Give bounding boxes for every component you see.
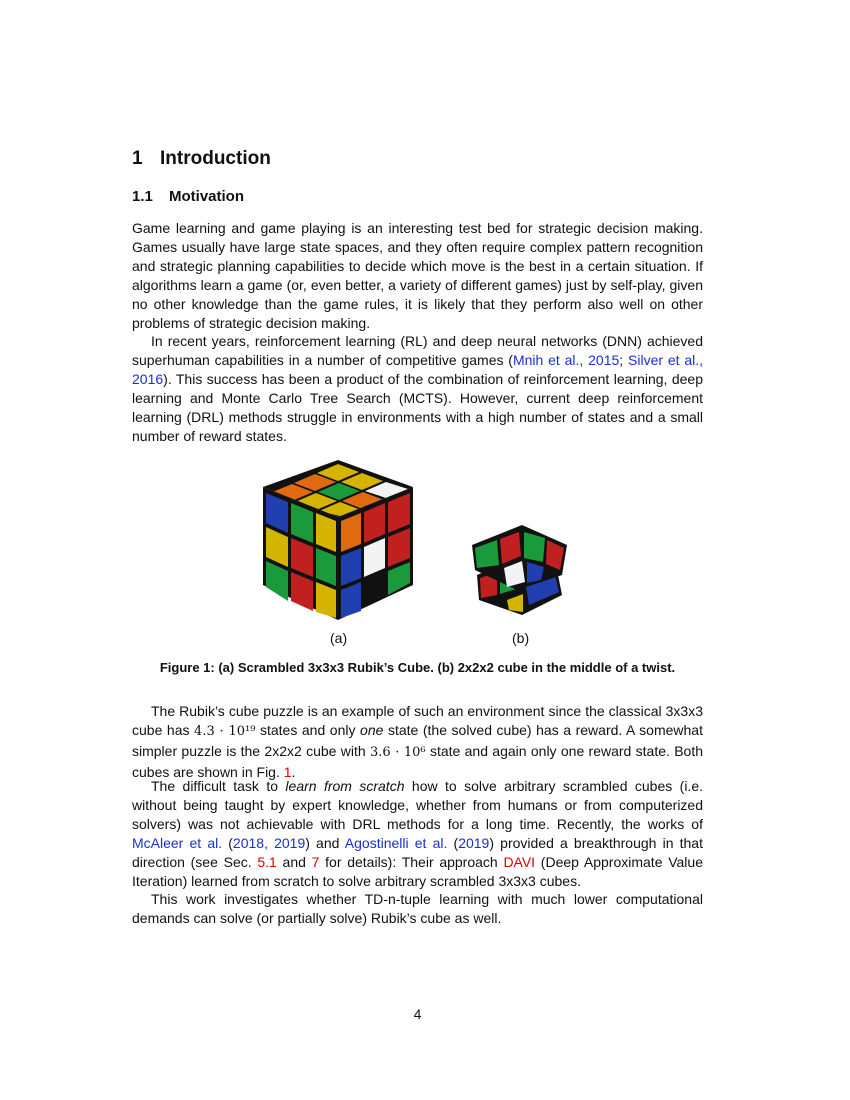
- figure-ref-1[interactable]: 1: [283, 763, 292, 780]
- text: (: [447, 834, 459, 851]
- citation-silver-2016[interactable]: Silver et al., 2016: [132, 351, 704, 387]
- subsection-number: 1.1: [132, 188, 153, 205]
- subsection-title: Motivation: [169, 188, 244, 205]
- paragraph-4: [132, 777, 703, 890]
- text: states and only: [255, 721, 361, 738]
- text: ) provided a breakthrough in that direction (see Sec.: [132, 834, 703, 870]
- emphasis-learn-from-scratch: learn from scratch: [285, 778, 405, 794]
- citation-mnih-2015[interactable]: Mnih et al., 2015: [512, 351, 620, 368]
- citation-mcaleer[interactable]: McAleer et al.: [132, 834, 223, 851]
- section-ref-7[interactable]: 7: [311, 853, 320, 870]
- paragraph-3: [132, 702, 703, 782]
- citation-agostinelli-year[interactable]: 2019: [458, 834, 490, 851]
- text: how to solve arbitrary scrambled cubes (i.e. without being taught by expert knowledge, whether from humans or from computerized solvers) was not achievable with DRL methods for a long time. Recently, the works of: [132, 778, 703, 832]
- text: (: [222, 834, 233, 851]
- page-number: 4: [413, 1006, 422, 1022]
- rubiks-cube-3x3x3-image: [258, 455, 418, 625]
- text: ) and: [305, 834, 345, 851]
- text: state and again only one reward state. Both cubes are shown in Fig.: [132, 742, 704, 780]
- subsection-heading: [132, 188, 244, 205]
- math-state-count-2x2: 3.6 · 10⁶: [369, 744, 426, 760]
- text: ). This success has been a product of the combination of reinforcement learning, deep learning and Monte Carlo Tree Search (MCTS). However, current deep reinforcement learning (DRL) methods struggle in environments with a high number of states and a small number of reward states.: [132, 370, 703, 444]
- section-heading: [132, 148, 271, 170]
- figure-1: [132, 455, 703, 675]
- section-title: Introduction: [160, 148, 271, 169]
- text: ;: [619, 351, 629, 368]
- text: In recent years, reinforcement learning (RL) and deep neural networks (DNN) achieved superhuman capabilities in a number of competitive games (: [132, 333, 703, 368]
- text: and: [276, 853, 312, 870]
- paragraph-2: [132, 332, 703, 445]
- text: for details): Their approach: [319, 853, 504, 870]
- text: The difficult task to: [151, 778, 286, 794]
- text: state (the solved cube) has a reward. A somewhat simpler puzzle is the 2x2x2 cube with: [132, 721, 703, 759]
- citation-agostinelli[interactable]: Agostinelli et al.: [344, 834, 448, 851]
- subfigure-label-b: (b): [512, 630, 530, 646]
- section-ref-5-1[interactable]: 5.1: [257, 853, 277, 870]
- text: (Deep Approximate Value Iteration) learned from scratch to solve arbitrary scrambled 3x3x3 cubes.: [132, 853, 703, 889]
- figure-caption: Figure 1: (a) Scrambled 3x3x3 Rubik’s Cube. (b) 2x2x2 cube in the middle of a twist.: [159, 660, 676, 675]
- text: .: [291, 763, 296, 780]
- paragraph-5: This work investigates whether TD-n-tuple learning with much lower computational demands can solve (or partially solve) Rubik’s cube as well.: [132, 891, 703, 926]
- math-state-count-3x3: 4.3 · 10¹⁹: [194, 723, 256, 739]
- paragraph-1: Game learning and game playing is an interesting test bed for strategic decision making. Games usually have large state spaces, and they often require complex pattern recognition and strategic planning capabilities to decide which move is the best in a certain situation. If algorithms learn a game (or, even better, a variety of different games) just by self-play, given no other knowledge than the game rules, it is likely that they perform also well on other problems of strategic decision making.: [132, 220, 703, 331]
- text: The Rubik’s cube puzzle is an example of such an environment since the classical 3x3x3 cube has: [132, 703, 703, 738]
- section-number: 1: [132, 148, 143, 169]
- subfigure-label-a: (a): [330, 630, 348, 646]
- citation-mcaleer-years[interactable]: 2018, 2019: [232, 834, 306, 851]
- acronym-ref-davi[interactable]: DAVI: [503, 853, 536, 870]
- cube-2x2x2-twisting-image: [467, 520, 577, 620]
- emphasis-one: one: [360, 721, 384, 738]
